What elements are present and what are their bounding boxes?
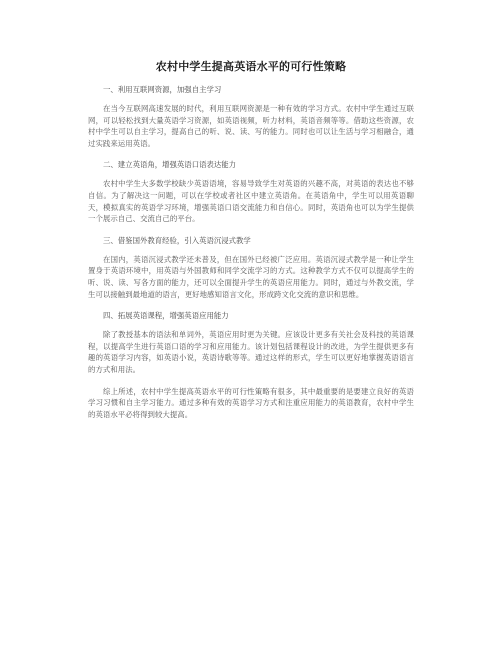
document-body — [88, 84, 414, 420]
section-heading-2: 二、建立英语角，增强英语口语表达能力 — [103, 160, 237, 170]
conclusion-paragraph: 综上所述，农村中学生提高英语水平的可行性策略有很多，其中最重要的是要建立良好的英语学习习惯和自主学习能力。通过多种有效的英语学习方式和注重应用能力的英语教育，农村中学生的英语水平必将得到较大提高。 — [88, 386, 414, 419]
section-paragraph-2: 农村中学生大多数学校缺少英语语境，容易导致学生对英语的兴趣不高，对英语的表达也不够自信。为了解决这一问题，可以在学校或者社区中建立英语角。在英语角中，学生可以用英语聊天，模拟真实的英语学习环境，增强英语口语交流能力和自信心。同时，英语角也可以为学生提供一个展示自己、交流自己的平台。 — [88, 179, 414, 224]
section-heading-3: 三、借鉴国外教育经验，引入英语沉浸式教学 — [103, 235, 251, 245]
section-heading-1: 一、利用互联网资源，加强自主学习 — [103, 85, 222, 94]
section-heading-4: 四、拓展英语课程，增强英语应用能力 — [103, 311, 229, 321]
section-paragraph-4: 除了教授基本的语法和单词外，英语应用时更为关键。应该设计更多有关社会及科技的英语课程，以提高学生进行英语口语的学习和应用能力。该计划包括课程设计的改进，为学生提供更多有趣的英语学习内容，如英语小说，英语诗歌等等。通过这样的形式，学生可以更好地掌握英语语言的方式和用法。 — [88, 330, 414, 374]
section-paragraph-3: 在国内，英语沉浸式教学还未普及，但在国外已经被广泛应用。英语沉浸式教学是一种让学生置身于英语环境中，用英语与外国教师和同学交流学习的方式。这种教学方式不仅可以提高学生的听、说、读、写各方面的能力，还可以全面提升学生的英语应用能力。同时，通过与外教交流，学生可以接触到最地道的语言，更好地感知语言文化，形成跨文化交流的意识和思维。 — [88, 254, 414, 299]
section-paragraph-1: 在当今互联网高速发展的时代，利用互联网资源是一种有效的学习方式。农村中学生通过互联网，可以轻松找到大量英语学习资源，如英语视频，听力材料，英语音频等等。借助这些资源，农村中学生可以自主学习，提高自己的听、说、读、写的能力。同时也可以让生活与学习相融合，通过实践来运用英语。 — [88, 104, 414, 148]
document-title: 农村中学生提高英语水平的可行性策略 — [155, 60, 347, 73]
